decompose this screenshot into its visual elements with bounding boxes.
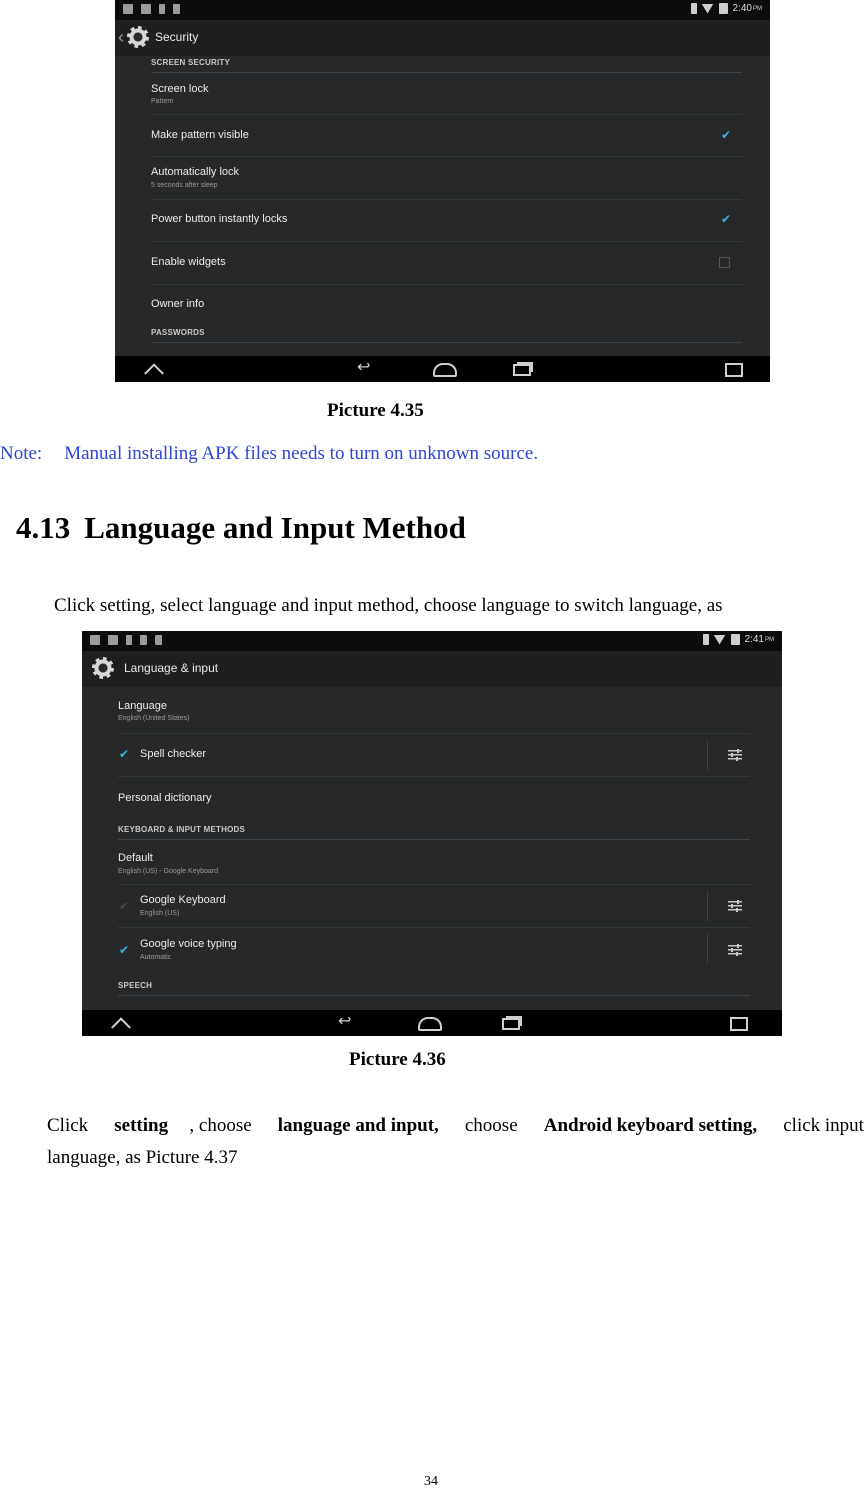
tune-settings-icon[interactable]: [728, 944, 742, 956]
nav-home-icon[interactable]: [418, 1017, 442, 1031]
back-icon[interactable]: ‹: [118, 27, 124, 47]
row-make-pattern-visible[interactable]: [151, 115, 742, 157]
row-title: Make pattern visible: [151, 129, 249, 141]
wifi-icon: [714, 635, 726, 645]
word-click-input: click input: [778, 1115, 864, 1136]
section-header-keyboard: KEYBOARD & INPUT METHODS: [118, 825, 750, 840]
status-time: 2:41: [744, 634, 764, 645]
row-default[interactable]: [118, 842, 750, 885]
row-title: Spell checker: [140, 748, 207, 760]
row-subtitle: English (US): [140, 910, 180, 917]
nav-expand-icon[interactable]: [725, 363, 743, 377]
instruction-paragraph: [47, 1110, 864, 1174]
section-heading: [16, 510, 466, 546]
row-title: Personal dictionary: [118, 792, 212, 804]
battery-icon: [703, 634, 709, 645]
status-bar: [115, 0, 770, 20]
divider: [707, 740, 708, 770]
screen-title: Security: [155, 30, 199, 44]
section-header-passwords: PASSWORDS: [151, 328, 742, 343]
gallery-icon: [108, 635, 118, 645]
section-header-screen-security: SCREEN SECURITY: [151, 58, 742, 73]
action-bar: [115, 20, 770, 56]
bold-setting: setting: [114, 1115, 169, 1136]
row-title: Owner info: [151, 298, 205, 310]
screen-title: Language & input: [124, 661, 219, 675]
usb-icon: [126, 635, 132, 645]
caption-picture-4-35: Picture 4.35: [327, 400, 424, 421]
caption-picture-4-36: Picture 4.36: [349, 1049, 446, 1070]
download-icon: [173, 4, 180, 14]
row-title: Google Keyboard: [140, 894, 226, 906]
row-personal-dictionary[interactable]: [118, 777, 750, 819]
status-time: 2:40: [732, 3, 752, 14]
checkbox-icon[interactable]: ✔: [118, 943, 130, 957]
action-bar: [82, 651, 782, 687]
row-spell-checker[interactable]: [118, 734, 750, 777]
row-enable-widgets[interactable]: [151, 242, 742, 285]
row-subtitle: 5 seconds after sleep: [151, 182, 218, 189]
row-title: Default: [118, 852, 153, 864]
status-time-suffix: PM: [765, 636, 774, 643]
sd-card-icon: [155, 635, 162, 645]
checkbox-icon[interactable]: ✔: [118, 899, 130, 913]
word-choose-1: , choose: [189, 1115, 257, 1136]
note-label: Note:: [0, 443, 43, 464]
battery-level-icon: [731, 634, 740, 645]
settings-gear-icon[interactable]: [92, 657, 114, 679]
row-subtitle: English (United States): [118, 715, 190, 722]
checkbox-icon[interactable]: ✔: [118, 747, 130, 761]
intro-paragraph: Click setting, select language and input method, choose language to switch language, as: [54, 595, 723, 616]
row-title: Google voice typing: [140, 938, 237, 950]
nav-home-icon[interactable]: [433, 363, 457, 377]
notification-icon: [123, 4, 133, 14]
row-power-button-instantly-locks[interactable]: [151, 200, 742, 242]
row-subtitle: English (US) - Google Keyboard: [118, 868, 218, 875]
bold-android-keyboard-setting: Android keyboard setting,: [543, 1115, 758, 1136]
battery-level-icon: [719, 3, 728, 14]
row-subtitle: Automatic: [140, 954, 172, 961]
heading-text: Language and Input Method: [84, 510, 466, 545]
note-text: Manual installing APK files needs to turn on unknown source.: [64, 443, 539, 464]
checkbox-icon[interactable]: ✔: [720, 128, 732, 142]
navigation-bar: [82, 1010, 782, 1036]
page-number: 34: [424, 1474, 438, 1489]
settings-gear-icon[interactable]: [127, 26, 149, 48]
language-input-screenshot: [82, 631, 782, 1036]
navigation-bar: [115, 356, 770, 382]
divider: [707, 934, 708, 964]
section-header-speech: SPEECH: [118, 981, 750, 996]
nav-recent-apps-icon[interactable]: [513, 364, 531, 376]
wifi-icon: [702, 4, 714, 14]
paragraph-line-2: language, as Picture 4.37: [47, 1147, 238, 1168]
download-icon: [140, 635, 147, 645]
row-subtitle: Pattern: [151, 98, 174, 105]
row-automatically-lock[interactable]: [151, 157, 742, 200]
nav-back-icon[interactable]: ↩: [338, 1013, 352, 1030]
status-bar: [82, 631, 782, 651]
nav-up-icon[interactable]: [110, 1016, 130, 1027]
divider: [707, 891, 708, 921]
word-choose-2: choose: [460, 1115, 523, 1136]
row-title: Enable widgets: [151, 256, 226, 268]
row-language[interactable]: [118, 691, 750, 734]
nav-recent-apps-icon[interactable]: [502, 1018, 520, 1030]
row-title: Automatically lock: [151, 166, 240, 178]
row-screen-lock[interactable]: [151, 75, 742, 115]
row-google-voice-typing[interactable]: [118, 928, 750, 972]
row-owner-info[interactable]: [151, 285, 742, 321]
usb-icon: [159, 4, 165, 14]
tune-settings-icon[interactable]: [728, 900, 742, 912]
nav-back-icon[interactable]: ↩: [357, 359, 371, 376]
paragraph-line-1: [47, 1110, 864, 1142]
row-google-keyboard[interactable]: [118, 885, 750, 928]
word-click: Click: [47, 1115, 93, 1136]
status-time-suffix: PM: [753, 5, 762, 12]
row-title: Language: [118, 700, 167, 712]
tune-settings-icon[interactable]: [728, 749, 742, 761]
checkbox-icon[interactable]: [719, 257, 730, 268]
checkbox-icon[interactable]: ✔: [720, 212, 732, 226]
bold-language-and-input: language and input,: [277, 1115, 439, 1136]
nav-expand-icon[interactable]: [730, 1017, 748, 1031]
heading-number: 4.13: [16, 510, 71, 545]
note: [0, 443, 538, 465]
row-title: Screen lock: [151, 83, 209, 95]
nav-up-icon[interactable]: [143, 362, 163, 373]
battery-icon: [691, 3, 697, 14]
security-screenshot: [115, 0, 770, 382]
gallery-icon: [141, 4, 151, 14]
notification-icon: [90, 635, 100, 645]
row-title: Power button instantly locks: [151, 213, 288, 225]
